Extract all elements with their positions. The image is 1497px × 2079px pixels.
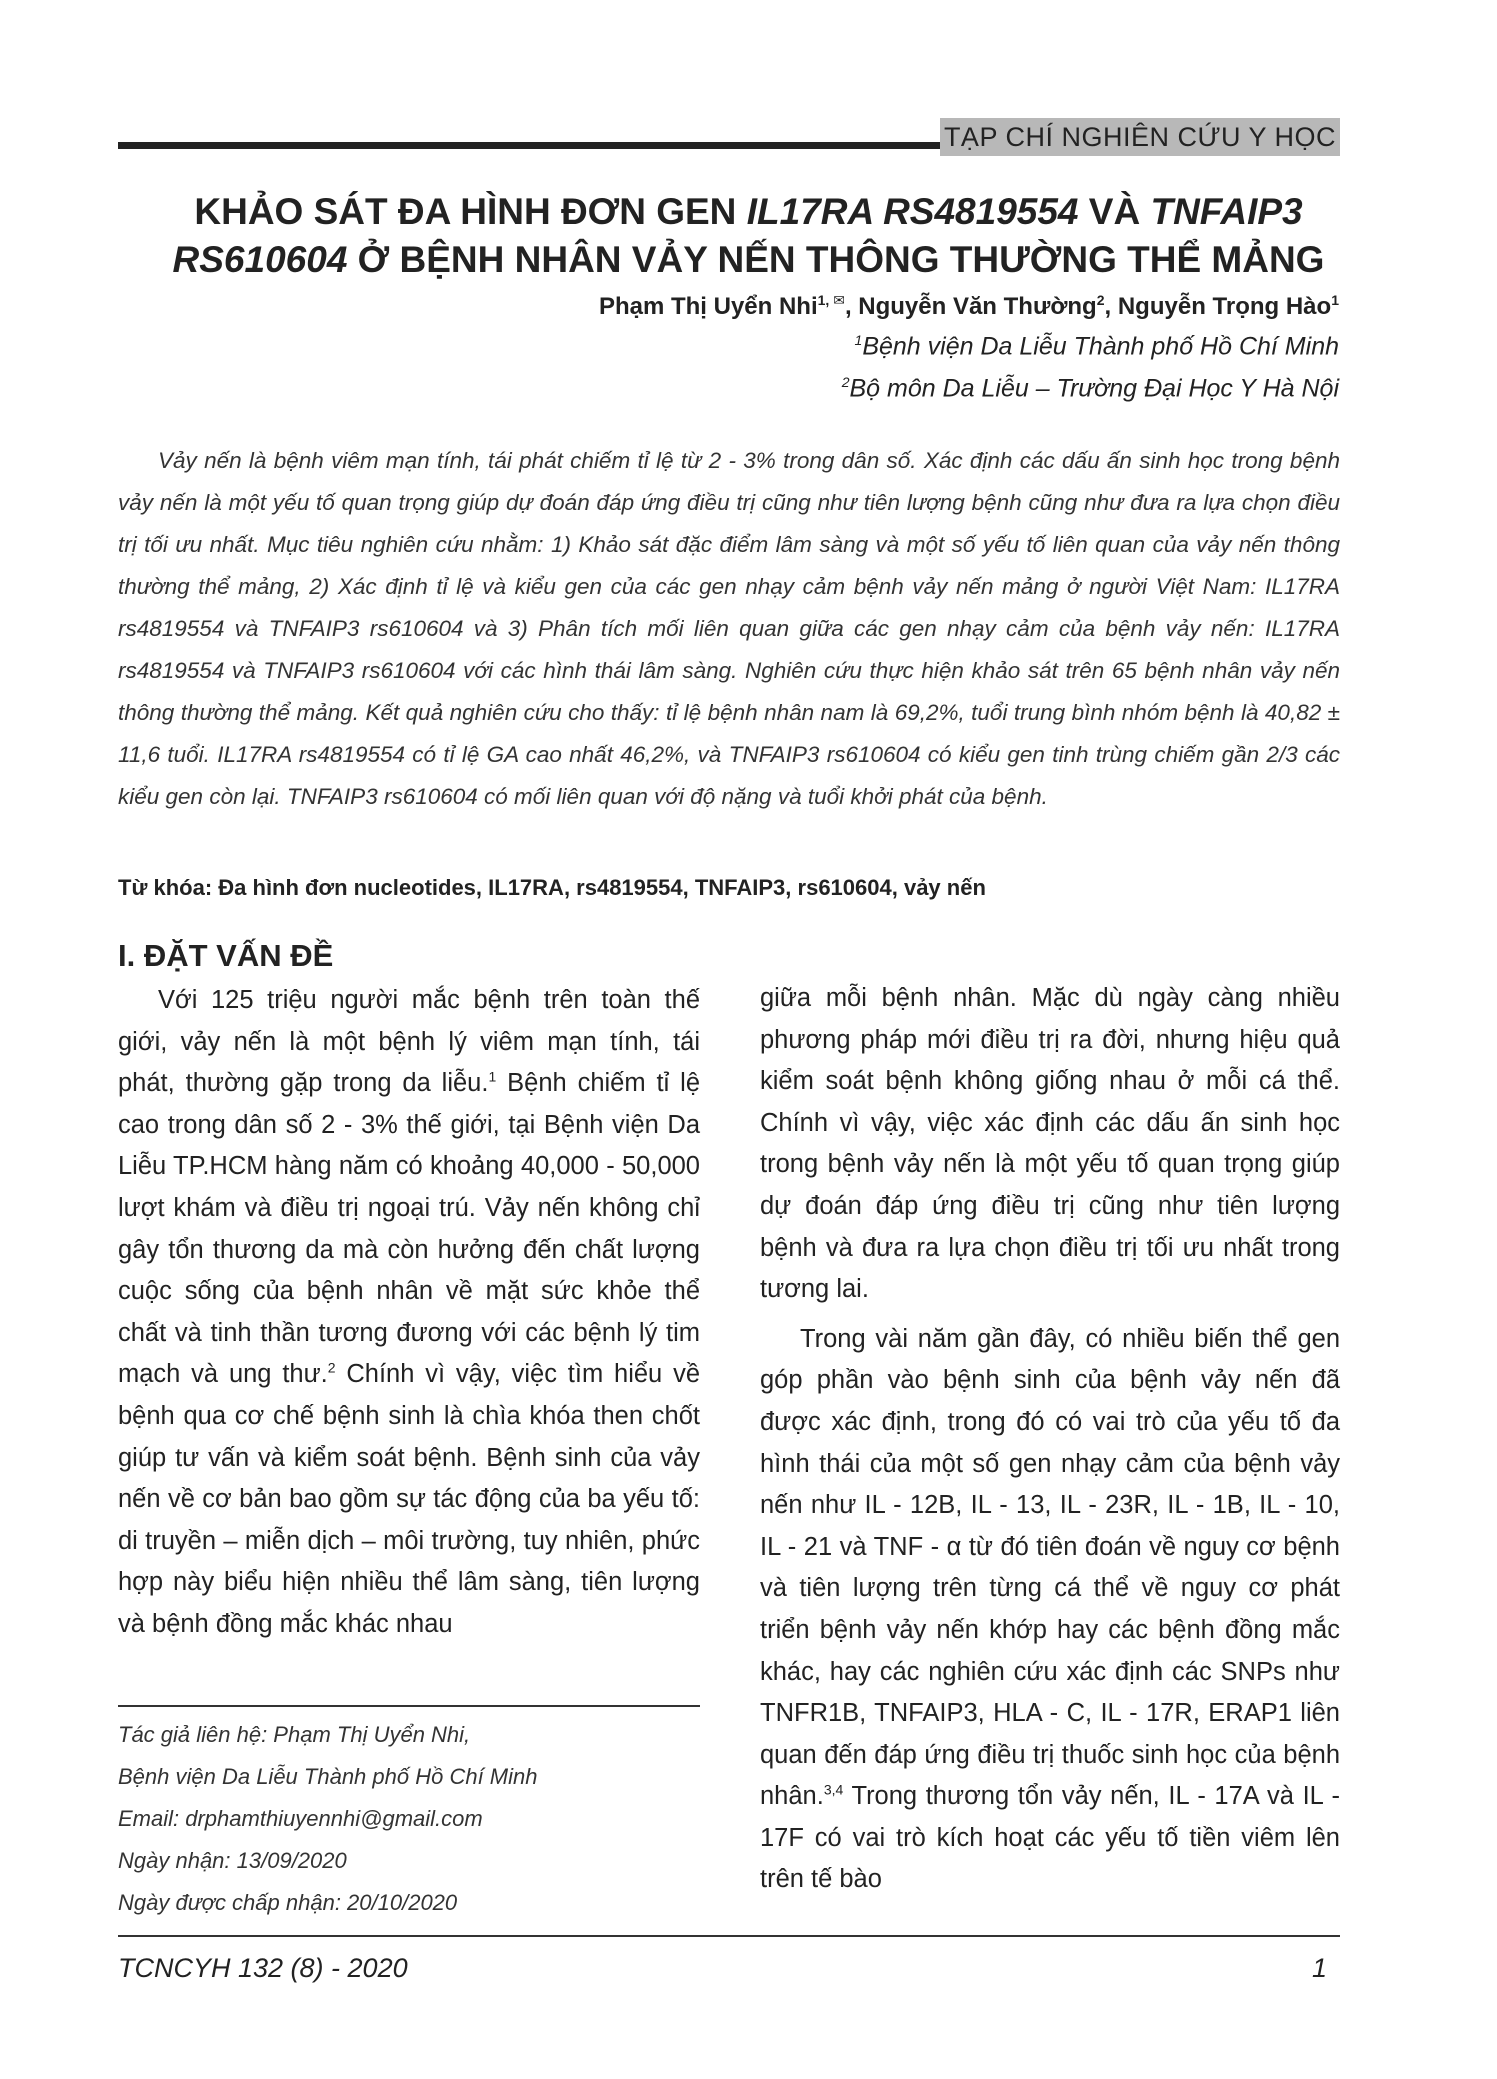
right-p1-b: Trong thương tổn vảy nến, IL - 17A và IL - 17F có vai trò kích hoạt các yếu tố tiền viêm lên trên tế bào xyxy=(760,1782,1340,1894)
affiliation-2-sup: 2 xyxy=(841,374,850,390)
page-number: 1 xyxy=(1312,1953,1328,1983)
affiliation-2-text: Bộ môn Da Liễu – Trường Đại Học Y Hà Nội xyxy=(849,374,1339,403)
left-p1-c: Chính vì vậy, việc tìm hiểu về bệnh qua cơ chế bệnh sinh là chìa khóa then chốt giúp tư vấn và kiểm soát bệnh. Bệnh sinh của vảy nến về cơ bản bao gồm sự tác động của ba yếu tố: di truyền – miễn dịch – môi trường, tuy nhiên, phức hợp này biểu hiện nhiều thể lâm sàng, tiên lượng và bệnh đồng mắc khác nhau xyxy=(118,1360,701,1638)
title-part-2: VÀ xyxy=(1078,191,1151,232)
right-column xyxy=(760,978,1340,1901)
title-gene-2: TNFAIP3 xyxy=(1150,191,1303,232)
title-gene-2b: RS610604 xyxy=(172,239,348,280)
affiliation-1 xyxy=(855,332,1339,361)
author-1: Phạm Thị Uyển Nhi xyxy=(598,293,818,320)
abstract: Vảy nến là bệnh viêm mạn tính, tái phát chiếm tỉ lệ từ 2 - 3% trong dân số. Xác định các dấu ấn sinh học trong bệnh vảy nến là một yếu tố quan trọng giúp dự đoán đáp ứng điều trị cũng như tiên lượng bệnh cũng như đưa ra lựa chọn điều trị tối ưu nhất. Mục tiêu nghiên cứu nhằm: 1) Khảo sát đặc điểm lâm sàng và một số yếu tố liên quan của vảy nến thông thường thể mảng, 2) Xác định tỉ lệ và kiểu gen của các gen nhạy cảm bệnh vảy nến mảng ở người Việt Nam: IL17RA rs4819554 và TNFAIP3 rs610604 và 3) Phân tích mối liên quan giữa các gen nhạy cảm của bệnh vảy nến: IL17RA rs4819554 và TNFAIP3 rs610604 với các hình thái lâm sàng. Nghiên cứu thực hiện khảo sát trên 65 bệnh nhân vảy nến thông thường thể mảng. Kết quả nghiên cứu cho thấy: tỉ lệ bệnh nhân nam là 69,2%, tuổi trung bình nhóm bệnh là 40,82 ± 11,6 tuổi. IL17RA rs4819554 có tỉ lệ GA cao nhất 46,2%, và TNFAIP3 rs610604 có kiểu gen tinh trùng chiếm gần 2/3 các kiểu gen còn lại. TNFAIP3 rs610604 có mối liên quan với độ nặng và tuổi khởi phát của bệnh. xyxy=(118,448,1340,809)
right-paragraph-1 xyxy=(760,1319,1340,1901)
citation-3-4: 3,4 xyxy=(823,1781,844,1798)
author-list xyxy=(599,292,1339,321)
author-3-sup: 1 xyxy=(1331,292,1339,308)
affiliation-1-text: Bệnh viện Da Liễu Thành phố Hồ Chí Minh xyxy=(862,332,1339,361)
author-2: , Nguyễn Văn Thường xyxy=(844,293,1097,320)
title-part-1: KHẢO SÁT ĐA HÌNH ĐƠN GEN xyxy=(194,191,747,232)
affiliation-2 xyxy=(842,374,1339,403)
footnote-line: Tác giả liên hệ: Phạm Thị Uyển Nhi, xyxy=(118,1722,471,1747)
left-p1-a: Với 125 triệu người mắc bệnh trên toàn thế giới, vảy nến là một bệnh lý viêm mạn tính, tái phát, thường gặp trong da liễu. xyxy=(118,986,700,1098)
left-paragraph-1 xyxy=(118,980,700,1646)
affiliation-1-sup: 1 xyxy=(854,332,863,348)
author-1-sup: 1, ✉ xyxy=(817,292,845,308)
header-rule xyxy=(118,142,940,149)
section-heading: I. ĐẶT VẤN ĐỀ xyxy=(118,938,334,973)
article-title xyxy=(60,188,1437,284)
right-p1-a: Trong vài năm gần đây, có nhiều biến thể gen góp phần vào bệnh sinh của bệnh vảy nến đã được xác định, trong đó có vai trò của yếu tố đa hình thái của một số gen nhạy cảm của bệnh vảy nến như IL - 12B, IL - 13, IL - 23R, IL - 1B, IL - 10, IL - 21 và TNF - α từ đó tiên đoán về nguy cơ bệnh và tiên lượng trên từng cá thể về nguy cơ phát triển bệnh vảy nến khớp hay các bệnh đồng mắc khác, hay các nghiên cứu xác định các SNPs như TNFR1B, TNFAIP3, HLA - C, IL - 17R, ERAP1 liên quan đến đáp ứng điều trị thuốc sinh học của bệnh nhân. xyxy=(760,1324,1340,1811)
author-3: , Nguyễn Trọng Hào xyxy=(1104,293,1332,320)
footnote-line: Email: drphamthiuyennhi@gmail.com xyxy=(118,1806,483,1831)
footnote-line: Ngày được chấp nhận: 20/10/2020 xyxy=(118,1890,458,1915)
title-gene-1: IL17RA RS4819554 xyxy=(746,191,1079,232)
keywords: Từ khóa: Đa hình đơn nucleotides, IL17RA, rs4819554, TNFAIP3, rs610604, vảy nến xyxy=(118,875,986,900)
author-2-sup: 2 xyxy=(1096,292,1105,308)
left-column xyxy=(118,980,700,1646)
left-p1-b: Bệnh chiếm tỉ lệ cao trong dân số 2 - 3% thế giới, tại Bệnh viện Da Liễu TP.HCM hàng năm có khoảng 40,000 - 50,000 lượt khám và điều trị ngoại trú. Vảy nến không chỉ gây tổn thương da mà còn hưởng đến chất lượng cuộc sống của bệnh nhân về mặt sức khỏe thể chất và tinh thần tương đương với các bệnh lý tim mạch và ung thư. xyxy=(118,1069,700,1389)
footer-journal: TCNCYH 132 (8) - 2020 xyxy=(118,1953,408,1983)
title-part-3: Ở BỆNH NHÂN VẢY NẾN THÔNG THƯỜNG THỂ MẢNG xyxy=(347,239,1325,280)
correspondence-footnote xyxy=(118,1714,700,1924)
citation-1: 1 xyxy=(488,1068,497,1085)
right-paragraph-0: giữa mỗi bệnh nhân. Mặc dù ngày càng nhiều phương pháp mới điều trị ra đời, nhưng hiệu quả kiểm soát bệnh không giống nhau ở mỗi cá thể. Chính vì vậy, việc xác định các dấu ấn sinh học trong bệnh vảy nến là một yếu tố quan trọng giúp dự đoán đáp ứng điều trị cũng như tiên lượng bệnh và đưa ra lựa chọn điều trị tối ưu nhất trong tương lai. xyxy=(760,984,1340,1304)
footnote-line: Ngày nhận: 13/09/2020 xyxy=(118,1848,347,1873)
footnote-rule xyxy=(118,1705,700,1707)
footnote-line: Bệnh viện Da Liễu Thành phố Hồ Chí Minh xyxy=(118,1764,538,1789)
footer-rule xyxy=(118,1935,1340,1937)
journal-tag: TẠP CHÍ NGHIÊN CỨU Y HỌC xyxy=(940,118,1340,156)
citation-2: 2 xyxy=(327,1359,336,1376)
